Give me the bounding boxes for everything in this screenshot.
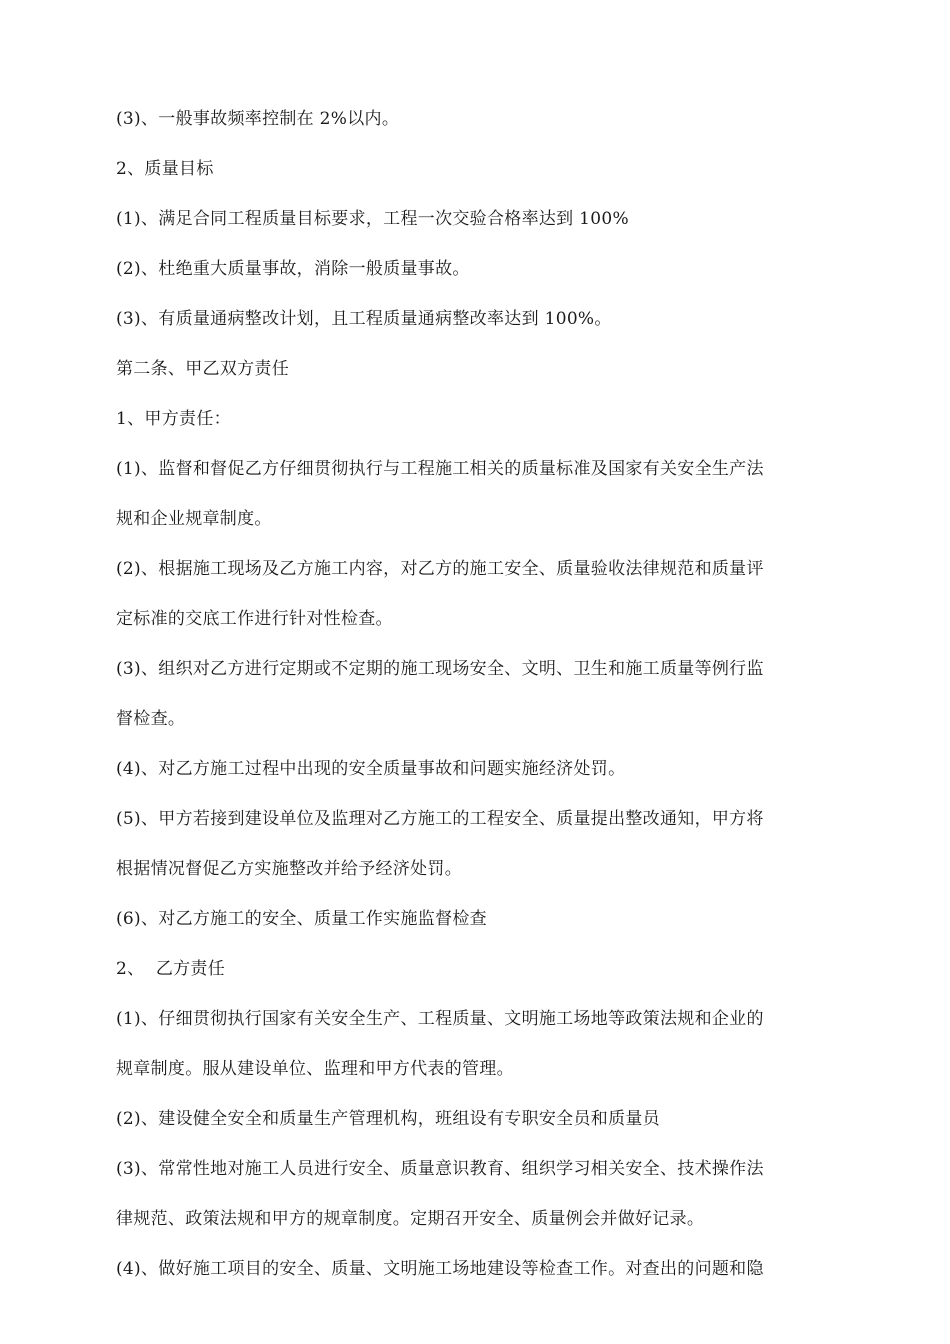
text-line: 律规范、政策法规和甲方的规章制度。定期召开安全、质量例会并做好记录。: [116, 1209, 705, 1229]
text-line: (3)、一般事故频率控制在 2%以内。: [116, 109, 400, 129]
text-line: (2)、建设健全安全和质量生产管理机构，班组设有专职安全员和质量员: [116, 1109, 660, 1129]
article-heading: 第二条、甲乙双方责任: [116, 359, 289, 379]
text-line: (1)、仔细贯彻执行国家有关安全生产、工程质量、文明施工场地等政策法规和企业的: [116, 1009, 764, 1029]
text-line: (3)、组织对乙方进行定期或不定期的施工现场安全、文明、卫生和施工质量等例行监: [116, 659, 764, 679]
text-line: (4)、对乙方施工过程中出现的安全质量事故和问题实施经济处罚。: [116, 759, 626, 779]
text-line: (2)、根据施工现场及乙方施工内容，对乙方的施工安全、质量验收法律规范和质量评: [116, 559, 764, 579]
text-line: (6)、对乙方施工的安全、质量工作实施监督检查: [116, 909, 487, 929]
text-line: (1)、监督和督促乙方仔细贯彻执行与工程施工相关的质量标准及国家有关安全生产法: [116, 459, 764, 479]
section-heading: 2、 乙方责任: [116, 959, 226, 979]
text-line: (5)、甲方若接到建设单位及监理对乙方施工的工程安全、质量提出整改通知，甲方将: [116, 809, 764, 829]
text-line: (1)、满足合同工程质量目标要求，工程一次交验合格率达到 100%: [116, 209, 629, 229]
text-line: 督检查。: [116, 709, 186, 729]
text-line: 规和企业规章制度。: [116, 509, 272, 529]
text-line: (4)、做好施工项目的安全、质量、文明施工场地建设等检查工作。对查出的问题和隐: [116, 1259, 764, 1279]
text-line: (2)、杜绝重大质量事故，消除一般质量事故。: [116, 259, 470, 279]
section-heading: 2、质量目标: [116, 159, 214, 179]
text-line: (3)、常常性地对施工人员进行安全、质量意识教育、组织学习相关安全、技术操作法: [116, 1159, 764, 1179]
text-line: 规章制度。服从建设单位、监理和甲方代表的管理。: [116, 1059, 514, 1079]
section-heading: 1、甲方责任：: [116, 409, 231, 429]
text-line: 定标准的交底工作进行针对性检查。: [116, 609, 393, 629]
text-line: (3)、有质量通病整改计划，且工程质量通病整改率达到 100%。: [116, 309, 612, 329]
text-line: 根据情况督促乙方实施整改并给予经济处罚。: [116, 859, 462, 879]
